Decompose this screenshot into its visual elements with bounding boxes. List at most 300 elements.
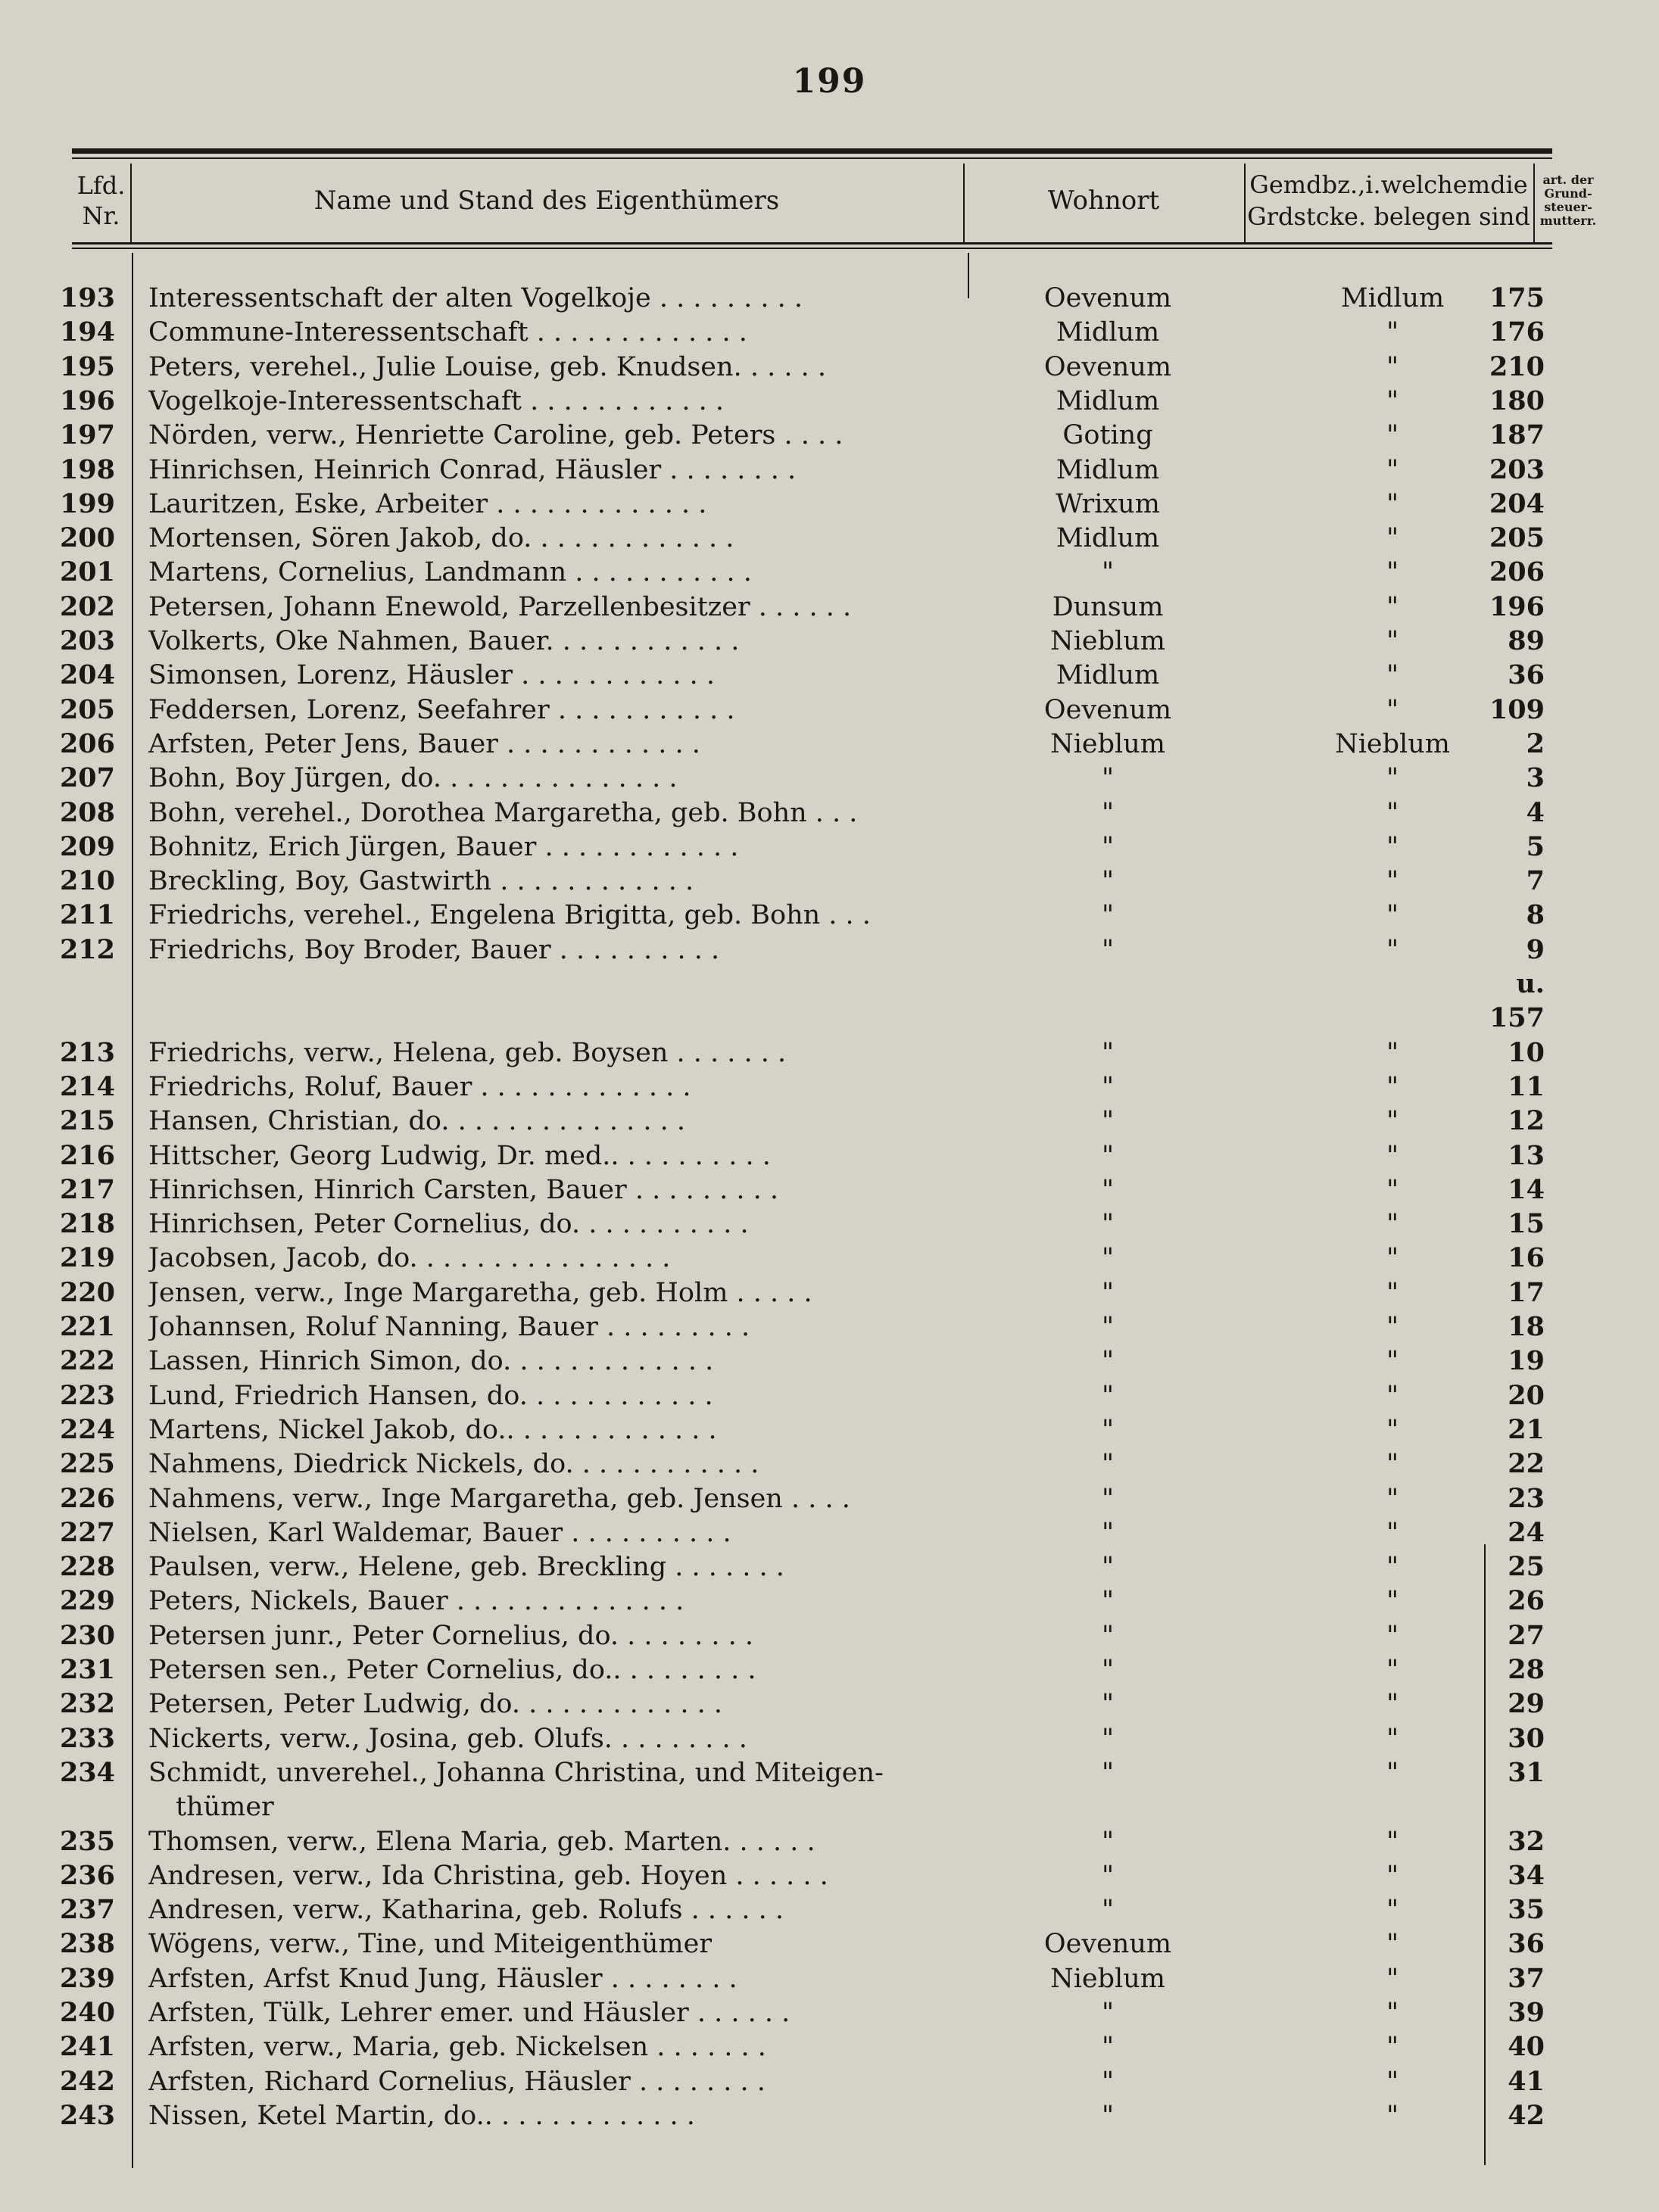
table-row <box>0 1002 1659 1035</box>
table-row <box>0 316 1659 349</box>
residence: " <box>1101 2032 1115 2063</box>
municipality: " <box>1386 1174 1399 1205</box>
table-row <box>0 1104 1659 1138</box>
municipality: " <box>1386 1414 1399 1445</box>
owner-name: Hinrichsen, Peter Cornelius, do. . . . . . . . . . . <box>148 1209 749 1240</box>
tax-article-number: 19 <box>1508 1345 1545 1377</box>
municipality: " <box>1386 488 1399 519</box>
header-art-line2: Grund- <box>1544 186 1592 201</box>
table-row <box>0 1482 1659 1516</box>
owner-name: Interessentschaft der alten Vogelkoje . . . . . . . . . <box>148 283 803 313</box>
tax-article-number: 196 <box>1489 590 1545 622</box>
header-artikel <box>1533 160 1603 241</box>
owner-name: Nahmens, Diedrick Nickels, do. . . . . . . . . . . . <box>148 1449 759 1480</box>
table-row <box>0 488 1659 521</box>
owner-name: Breckling, Boy, Gastwirth . . . . . . . . . . . . <box>148 866 694 897</box>
municipality: " <box>1386 1998 1399 2028</box>
row-number: 236 <box>59 1859 115 1891</box>
owner-name: Paulsen, verw., Helene, geb. Breckling . . . . . . . <box>148 1552 784 1583</box>
row-number: 210 <box>59 865 115 897</box>
table-row <box>0 625 1659 658</box>
tax-article-number: 9 <box>1526 933 1545 965</box>
residence: Midlum <box>1056 385 1160 416</box>
residence: Goting <box>1062 420 1153 451</box>
municipality: " <box>1386 1895 1399 1926</box>
row-number: 193 <box>59 282 115 313</box>
owner-name: Friedrichs, verehel., Engelena Brigitta, geb. Bohn . . . <box>148 900 871 931</box>
municipality: " <box>1386 1209 1399 1240</box>
owner-name: Nielsen, Karl Waldemar, Bauer . . . . . . . . . . <box>148 1517 731 1548</box>
residence: " <box>1101 1860 1115 1891</box>
residence: " <box>1101 1998 1115 2028</box>
table-row <box>0 1447 1659 1481</box>
row-number: 218 <box>59 1208 115 1240</box>
table-row <box>0 796 1659 830</box>
tax-article-number: 20 <box>1508 1379 1545 1411</box>
table-row <box>0 1927 1659 1961</box>
row-number: 201 <box>59 556 115 588</box>
residence: Midlum <box>1056 660 1160 691</box>
row-number: 238 <box>59 1928 115 1960</box>
municipality: Nieblum <box>1335 728 1450 759</box>
row-number: 220 <box>59 1276 115 1308</box>
row-number: 198 <box>59 453 115 485</box>
tax-article-number: 109 <box>1489 693 1545 725</box>
residence: Midlum <box>1056 454 1160 485</box>
municipality: " <box>1386 763 1399 794</box>
owner-name: Volkerts, Oke Nahmen, Bauer. . . . . . . . . . . . <box>148 626 740 656</box>
table-row <box>0 1722 1659 1756</box>
tax-article-number: 12 <box>1508 1105 1545 1137</box>
page-number: 199 <box>792 62 867 101</box>
table-row <box>0 933 1659 967</box>
row-number: 205 <box>59 693 115 725</box>
row-number: 225 <box>59 1448 115 1480</box>
row-number: 194 <box>59 316 115 348</box>
header-top-rule <box>72 148 1552 159</box>
municipality: " <box>1386 1312 1399 1342</box>
residence: " <box>1101 900 1115 931</box>
residence: " <box>1101 1483 1115 1514</box>
table-row <box>0 1756 1659 1790</box>
owner-name: Arfsten, Peter Jens, Bauer . . . . . . . . . . . . <box>148 728 700 759</box>
tax-article-number: 25 <box>1508 1551 1545 1583</box>
row-number: 213 <box>59 1036 115 1068</box>
municipality: " <box>1386 1243 1399 1274</box>
table-row <box>0 1550 1659 1584</box>
table-row <box>0 1962 1659 1995</box>
owner-name: Petersen, Peter Ludwig, do. . . . . . . . . . . . . <box>148 1689 722 1720</box>
owner-name: Thomsen, verw., Elena Maria, geb. Marten. . . . . . <box>148 1826 815 1857</box>
row-number: 215 <box>59 1105 115 1137</box>
residence: " <box>1101 1449 1115 1480</box>
municipality: " <box>1386 1517 1399 1548</box>
tax-article-number: 26 <box>1508 1585 1545 1617</box>
owner-name: Hansen, Christian, do. . . . . . . . . . . . . . . <box>148 1106 686 1137</box>
owner-name: Schmidt, unverehel., Johanna Christina, und Miteigen- <box>148 1757 884 1788</box>
residence: Nieblum <box>1050 1963 1165 1994</box>
residence: Oevenum <box>1043 351 1172 382</box>
header-lfd-nr-line1: Lfd. <box>76 171 126 200</box>
table-row <box>0 1173 1659 1207</box>
table-row <box>0 659 1659 692</box>
owner-name: Johannsen, Roluf Nanning, Bauer . . . . . . . . . <box>148 1312 750 1342</box>
table-row <box>0 1825 1659 1858</box>
tax-article-number: 3 <box>1526 762 1545 794</box>
table-header <box>72 160 1597 241</box>
tax-article-number: 176 <box>1489 316 1545 348</box>
owner-name: Mortensen, Sören Jakob, do. . . . . . . . . . . . . <box>148 523 734 554</box>
header-art-line1: art. der <box>1542 173 1594 187</box>
table-row <box>0 350 1659 384</box>
tax-article-number: 204 <box>1489 488 1545 519</box>
header-art-line4: mutterr. <box>1539 213 1597 228</box>
residence: " <box>1101 1174 1115 1205</box>
municipality: " <box>1386 660 1399 691</box>
municipality: " <box>1386 523 1399 554</box>
table-row <box>0 762 1659 795</box>
table-row <box>0 1790 1659 1824</box>
municipality: " <box>1386 1449 1399 1480</box>
tax-article-number: 22 <box>1508 1448 1545 1480</box>
row-number: 212 <box>59 933 115 965</box>
row-number: 222 <box>59 1345 115 1377</box>
municipality: " <box>1386 1757 1399 1788</box>
table-row <box>0 1036 1659 1070</box>
municipality: " <box>1386 2066 1399 2097</box>
residence: " <box>1101 1620 1115 1651</box>
residence: Oevenum <box>1043 1929 1172 1960</box>
row-number: 202 <box>59 590 115 622</box>
municipality: " <box>1386 385 1399 416</box>
tax-article-number: u. <box>1516 968 1545 999</box>
table-row <box>0 967 1659 1001</box>
tax-article-number: 2 <box>1526 727 1545 759</box>
municipality: " <box>1386 1071 1399 1102</box>
header-divider <box>1533 164 1535 242</box>
municipality: " <box>1386 1929 1399 1960</box>
residence: Nieblum <box>1050 626 1165 656</box>
header-divider <box>1244 164 1246 242</box>
municipality: " <box>1386 1689 1399 1720</box>
owner-name: Bohnitz, Erich Jürgen, Bauer . . . . . . . . . . . . <box>148 831 739 862</box>
municipality: " <box>1386 934 1399 965</box>
tax-article-number: 206 <box>1489 556 1545 588</box>
owner-name: Nickerts, verw., Josina, geb. Olufs. . . . . . . . . <box>148 1723 747 1754</box>
table-row <box>0 453 1659 487</box>
owner-name: Lauritzen, Eske, Arbeiter . . . . . . . . . . . . . <box>148 488 707 519</box>
owner-name: Peters, Nickels, Bauer . . . . . . . . . . . . . . <box>148 1586 684 1617</box>
owner-name: Hittscher, Georg Ludwig, Dr. med.. . . . . . . . . . <box>148 1140 771 1171</box>
residence: " <box>1101 1346 1115 1377</box>
residence: " <box>1101 1586 1115 1617</box>
table-row <box>0 1859 1659 1893</box>
row-number: 197 <box>59 419 115 451</box>
municipality: " <box>1386 1277 1399 1308</box>
row-number: 214 <box>59 1070 115 1102</box>
table-row <box>0 1619 1659 1653</box>
owner-name: Andresen, verw., Katharina, geb. Rolufs . . . . . . <box>148 1895 784 1926</box>
owner-name: Feddersen, Lorenz, Seefahrer . . . . . . . . . . . <box>148 694 735 725</box>
owner-name: Arfsten, Richard Cornelius, Häusler . . . . . . . . <box>148 2066 766 2097</box>
header-lfd-nr <box>72 160 130 241</box>
municipality: " <box>1386 1346 1399 1377</box>
tax-article-number: 8 <box>1526 899 1545 931</box>
tax-article-number: 17 <box>1508 1276 1545 1308</box>
residence: " <box>1101 1689 1115 1720</box>
residence: " <box>1101 1312 1115 1342</box>
tax-article-number: 11 <box>1508 1070 1545 1102</box>
municipality: " <box>1386 1483 1399 1514</box>
table-row <box>0 2030 1659 2064</box>
residence: " <box>1101 1037 1115 1068</box>
municipality: " <box>1386 1140 1399 1171</box>
residence: Oevenum <box>1043 283 1172 313</box>
row-number: 219 <box>59 1242 115 1274</box>
municipality: " <box>1386 1655 1399 1685</box>
row-number: 206 <box>59 727 115 759</box>
residence: " <box>1101 1826 1115 1857</box>
table-row <box>0 1070 1659 1104</box>
municipality: " <box>1386 1860 1399 1891</box>
row-number: 207 <box>59 762 115 794</box>
residence: " <box>1101 2066 1115 2097</box>
residence: " <box>1101 1277 1115 1308</box>
owner-name: Petersen sen., Peter Cornelius, do.. . . . . . . . . <box>148 1655 756 1685</box>
tax-article-number: 18 <box>1508 1311 1545 1342</box>
residence: " <box>1101 1380 1115 1411</box>
row-number: 235 <box>59 1825 115 1857</box>
row-number: 242 <box>59 2065 115 2097</box>
row-number: 229 <box>59 1585 115 1617</box>
table-row <box>0 1584 1659 1618</box>
municipality: " <box>1386 1586 1399 1617</box>
residence: Oevenum <box>1043 694 1172 725</box>
table-row <box>0 830 1659 864</box>
table-row <box>0 1207 1659 1241</box>
row-number: 196 <box>59 385 115 416</box>
residence: " <box>1101 797 1115 828</box>
municipality: " <box>1386 2100 1399 2131</box>
table-row <box>0 1687 1659 1721</box>
row-number: 228 <box>59 1551 115 1583</box>
municipality: " <box>1386 866 1399 897</box>
owner-name: Lassen, Hinrich Simon, do. . . . . . . . . . . . . <box>148 1346 714 1377</box>
owner-name: Jacobsen, Jacob, do. . . . . . . . . . . . . . . . <box>148 1243 671 1274</box>
municipality: " <box>1386 2032 1399 2063</box>
municipality: " <box>1386 831 1399 862</box>
header-name: Name und Stand des Eigenthümers <box>313 185 780 216</box>
municipality: " <box>1386 591 1399 622</box>
municipality: " <box>1386 1826 1399 1857</box>
row-number: 241 <box>59 2031 115 2063</box>
residence: Midlum <box>1056 317 1160 348</box>
row-number: 233 <box>59 1722 115 1754</box>
tax-article-number: 41 <box>1508 2065 1545 2097</box>
row-number: 243 <box>59 2099 115 2131</box>
owner-name: Simonsen, Lorenz, Häusler . . . . . . . . . . . . <box>148 660 715 691</box>
table-row <box>0 727 1659 761</box>
owner-name: Arfsten, verw., Maria, geb. Nickelsen . . . . . . . <box>148 2032 766 2063</box>
owner-name: Petersen, Johann Enewold, Parzellenbesitzer . . . . . . <box>148 591 852 622</box>
table-row <box>0 865 1659 898</box>
tax-article-number: 29 <box>1508 1688 1545 1720</box>
tax-article-number: 187 <box>1489 419 1545 451</box>
row-number: 237 <box>59 1894 115 1926</box>
owner-name: Peters, verehel., Julie Louise, geb. Knudsen. . . . . . <box>148 351 826 382</box>
tax-article-number: 23 <box>1508 1482 1545 1514</box>
residence: " <box>1101 1552 1115 1583</box>
header-divider <box>963 164 965 242</box>
tax-article-number: 5 <box>1526 830 1545 862</box>
municipality: " <box>1386 797 1399 828</box>
municipality: " <box>1386 1380 1399 1411</box>
table-row <box>0 1310 1659 1344</box>
tax-article-number: 203 <box>1489 453 1545 485</box>
residence: " <box>1101 1243 1115 1274</box>
municipality: " <box>1386 900 1399 931</box>
tax-article-number: 14 <box>1508 1173 1545 1205</box>
owner-name: Lund, Friedrich Hansen, do. . . . . . . . . . . . <box>148 1380 713 1411</box>
header-wohnort: Wohnort <box>1047 185 1160 216</box>
residence: " <box>1101 2100 1115 2131</box>
tax-article-number: 31 <box>1508 1756 1545 1788</box>
table-row <box>0 1379 1659 1413</box>
municipality: " <box>1386 1106 1399 1137</box>
row-number: 209 <box>59 830 115 862</box>
table-row <box>0 2099 1659 2133</box>
tax-article-number: 16 <box>1508 1242 1545 1274</box>
residence: " <box>1101 831 1115 862</box>
residence: " <box>1101 1655 1115 1685</box>
table-row <box>0 1276 1659 1310</box>
municipality: " <box>1386 557 1399 588</box>
owner-name: Andresen, verw., Ida Christina, geb. Hoyen . . . . . . <box>148 1860 828 1891</box>
tax-article-number: 32 <box>1508 1825 1545 1857</box>
row-number: 221 <box>59 1311 115 1342</box>
tax-article-number: 27 <box>1508 1619 1545 1651</box>
residence: " <box>1101 934 1115 965</box>
table-row <box>0 1242 1659 1275</box>
municipality: " <box>1386 1723 1399 1754</box>
tax-article-number: 210 <box>1489 350 1545 382</box>
residence: " <box>1101 866 1115 897</box>
tax-article-number: 21 <box>1508 1413 1545 1445</box>
tax-article-number: 175 <box>1489 282 1545 313</box>
owner-name: Hinrichsen, Hinrich Carsten, Bauer . . . . . . . . . <box>148 1174 778 1205</box>
owner-name: Friedrichs, verw., Helena, geb. Boysen . . . . . . . <box>148 1037 787 1068</box>
municipality: " <box>1386 317 1399 348</box>
row-number: 231 <box>59 1654 115 1685</box>
owner-name: Bohn, Boy Jürgen, do. . . . . . . . . . . . . . . <box>148 763 678 794</box>
header-bottom-rule <box>72 242 1552 249</box>
header-divider <box>130 164 132 242</box>
owner-name: Martens, Nickel Jakob, do.. . . . . . . . . . . . . <box>148 1414 717 1445</box>
owner-name: Hinrichsen, Heinrich Conrad, Häusler . . . . . . . . <box>148 454 797 485</box>
row-number: 195 <box>59 350 115 382</box>
table-row <box>0 1893 1659 1927</box>
row-number: 203 <box>59 625 115 656</box>
owner-name: Commune-Interessentschaft . . . . . . . . . . . . . <box>148 317 747 348</box>
tax-article-number: 28 <box>1508 1654 1545 1685</box>
residence: Wrixum <box>1056 488 1160 519</box>
municipality: " <box>1386 694 1399 725</box>
tax-article-number: 36 <box>1508 1928 1545 1960</box>
municipality: " <box>1386 1963 1399 1994</box>
table-row <box>0 899 1659 932</box>
residence: " <box>1101 1757 1115 1788</box>
owner-name: Bohn, verehel., Dorothea Margaretha, geb. Bohn . . . <box>148 797 858 828</box>
owner-name: Jensen, verw., Inge Margaretha, geb. Holm . . . . . <box>148 1277 812 1308</box>
municipality: " <box>1386 1037 1399 1068</box>
tax-article-number: 205 <box>1489 522 1545 554</box>
residence: " <box>1101 1723 1115 1754</box>
owner-name: Friedrichs, Roluf, Bauer . . . . . . . . . . . . . <box>148 1071 691 1102</box>
tax-article-number: 37 <box>1508 1962 1545 1994</box>
owner-name: Martens, Cornelius, Landmann . . . . . . . . . . . <box>148 557 752 588</box>
row-number: 224 <box>59 1413 115 1445</box>
municipality: " <box>1386 351 1399 382</box>
table-row <box>0 693 1659 727</box>
owner-name: Friedrichs, Boy Broder, Bauer . . . . . . . . . . <box>148 934 720 965</box>
row-number: 227 <box>59 1516 115 1548</box>
tax-article-number: 4 <box>1526 796 1545 828</box>
table-row <box>0 556 1659 589</box>
owner-name: Nörden, verw., Henriette Caroline, geb. Peters . . . . <box>148 420 844 451</box>
owner-name: Vogelkoje-Interessentschaft . . . . . . . . . . . . <box>148 385 724 416</box>
municipality: " <box>1386 626 1399 656</box>
tax-article-number: 34 <box>1508 1859 1545 1891</box>
owner-name: Nissen, Ketel Martin, do.. . . . . . . . . . . . . <box>148 2100 695 2131</box>
row-number: 223 <box>59 1379 115 1411</box>
owner-name: Arfsten, Tülk, Lehrer emer. und Häusler . . . . . . <box>148 1998 791 2028</box>
tax-article-number: 39 <box>1508 1997 1545 2028</box>
header-gemeinde-line1: Gemdbz.,i.welchemdie <box>1249 170 1528 199</box>
residence: " <box>1101 1209 1115 1240</box>
owner-name: Arfsten, Arfst Knud Jung, Häusler . . . . . . . . <box>148 1963 738 1994</box>
row-number: 232 <box>59 1688 115 1720</box>
row-number: 208 <box>59 796 115 828</box>
residence: " <box>1101 763 1115 794</box>
residence: " <box>1101 1071 1115 1102</box>
row-number: 230 <box>59 1619 115 1651</box>
table-row <box>0 1413 1659 1447</box>
header-art-line3: steuer- <box>1544 200 1592 214</box>
tax-article-number: 35 <box>1508 1894 1545 1926</box>
tax-article-number: 157 <box>1489 1002 1545 1034</box>
row-number: 234 <box>59 1756 115 1788</box>
tax-article-number: 24 <box>1508 1516 1545 1548</box>
row-number: 211 <box>59 899 115 931</box>
municipality: " <box>1386 1620 1399 1651</box>
owner-name: Wögens, verw., Tine, und Miteigenthümer <box>148 1929 713 1960</box>
row-number: 239 <box>59 1962 115 1994</box>
residence: " <box>1101 557 1115 588</box>
residence: Midlum <box>1056 523 1160 554</box>
table-row <box>0 2065 1659 2098</box>
header-lfd-nr-line2: Nr. <box>82 201 120 230</box>
tax-article-number: 36 <box>1508 659 1545 691</box>
residence: " <box>1101 1517 1115 1548</box>
row-number: 217 <box>59 1173 115 1205</box>
header-gemeinde-line2: Grdstcke. belegen sind <box>1247 202 1530 231</box>
header-gemeinde <box>1244 160 1533 241</box>
table-row <box>0 385 1659 418</box>
tax-article-number: 40 <box>1508 2031 1545 2063</box>
row-number: 226 <box>59 1482 115 1514</box>
table-row <box>0 1139 1659 1173</box>
row-number: 240 <box>59 1997 115 2028</box>
